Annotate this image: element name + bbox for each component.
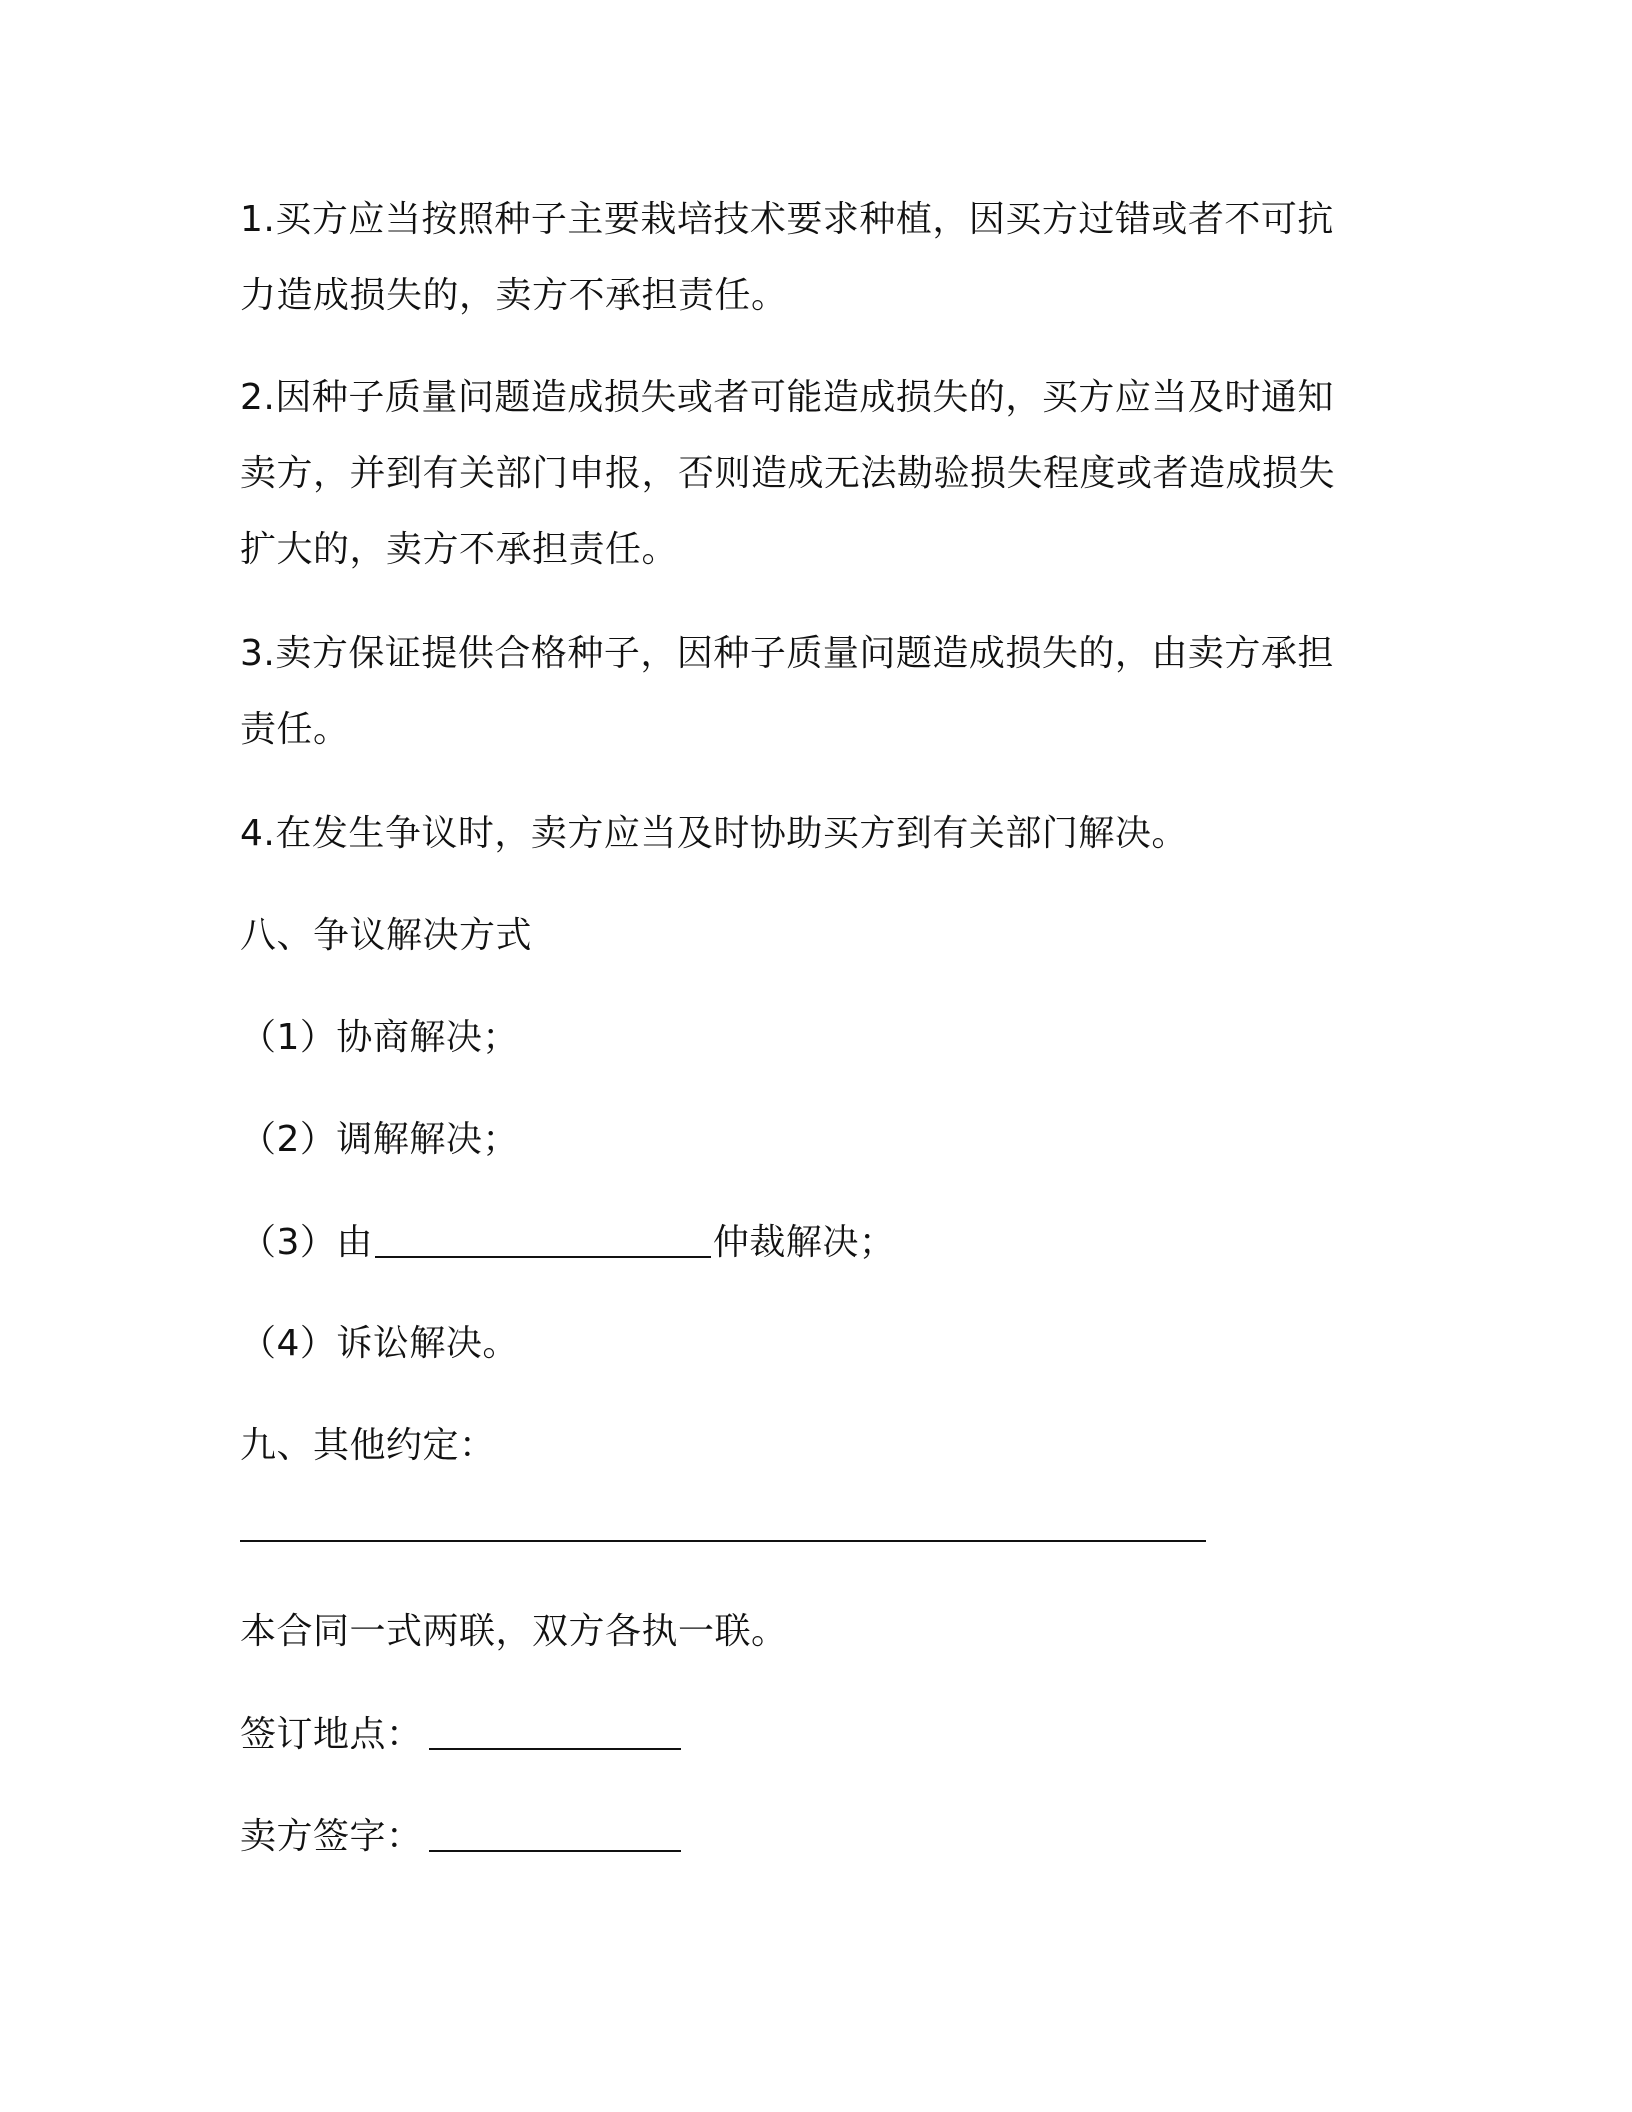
item-3-line-1: 3.卖方保证提供合格种子，因种子质量问题造成损失的，由卖方承担 [240, 633, 1334, 674]
dispute-option-1: （1）协商解决； [240, 1017, 519, 1058]
sign-place-row [240, 1710, 681, 1759]
item-1-line-2: 力造成损失的，卖方不承担责任。 [240, 275, 788, 316]
dispute-option-4: （4）诉讼解决。 [240, 1323, 519, 1364]
arbitration-institution-field[interactable] [375, 1222, 711, 1258]
item-2-line-2: 卖方，并到有关部门申报，否则造成无法勘验损失程度或者造成损失 [240, 453, 1336, 494]
other-agreements-field[interactable] [240, 1506, 1206, 1542]
item-1-line-1: 1.买方应当按照种子主要栽培技术要求种植，因买方过错或者不可抗 [240, 199, 1334, 240]
seller-sign-label: 卖方签字： [240, 1816, 423, 1857]
dispute-option-3 [240, 1218, 895, 1267]
item-4: 4.在发生争议时，卖方应当及时协助买方到有关部门解决。 [240, 813, 1188, 854]
dispute-option-2: （2）调解解决； [240, 1119, 519, 1160]
seller-sign-field[interactable] [429, 1816, 681, 1852]
sign-place-field[interactable] [429, 1714, 681, 1750]
seller-sign-row [240, 1812, 681, 1861]
copies-note: 本合同一式两联，双方各执一联。 [240, 1611, 788, 1652]
sign-place-label: 签订地点： [240, 1714, 423, 1755]
other-agreements-line [240, 1502, 1206, 1551]
dispute-heading: 八、争议解决方式 [240, 915, 533, 956]
item-2-line-3: 扩大的，卖方不承担责任。 [240, 529, 679, 570]
option-3-suffix: 仲裁解决； [712, 1222, 896, 1263]
option-3-prefix: （3）由 [240, 1222, 373, 1263]
item-3-line-2: 责任。 [240, 709, 350, 750]
other-agreements-heading: 九、其他约定： [240, 1425, 496, 1466]
item-2-line-1: 2.因种子质量问题造成损失或者可能造成损失的，买方应当及时通知 [240, 377, 1334, 418]
